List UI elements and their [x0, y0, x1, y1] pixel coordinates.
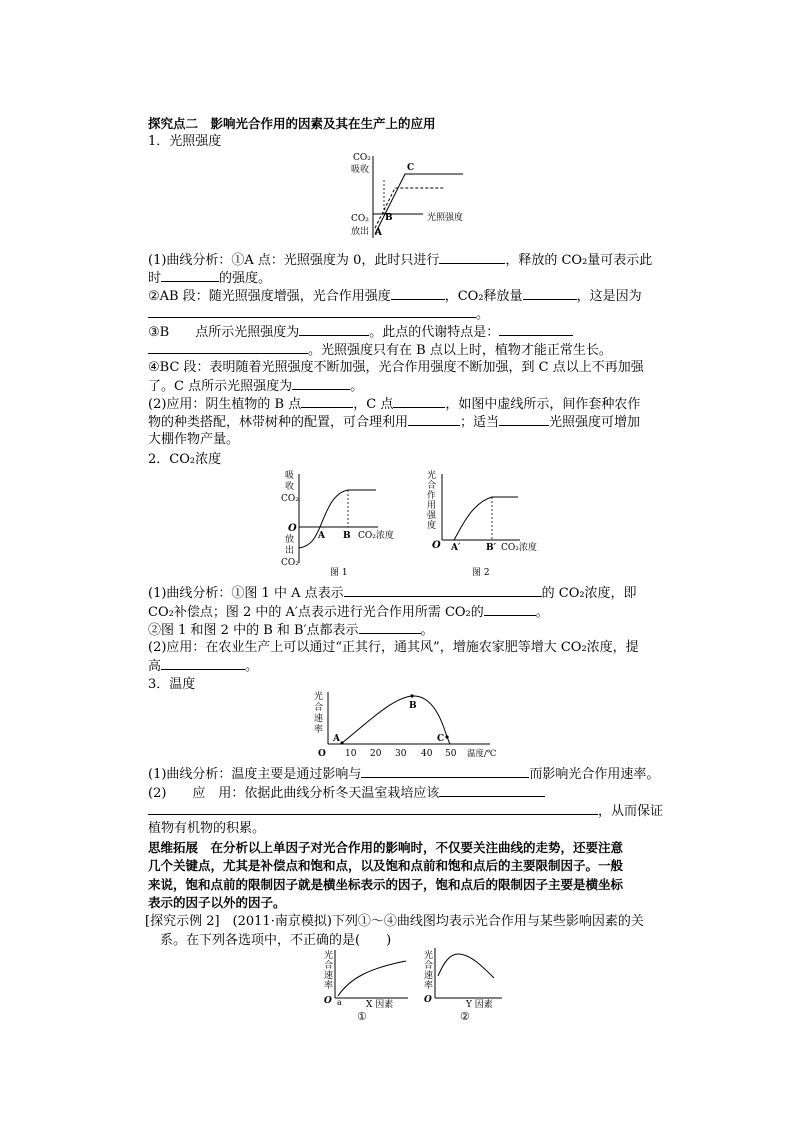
fig-label: 放	[285, 535, 295, 545]
text: 时	[148, 271, 162, 286]
point-a-label: A′	[451, 543, 461, 553]
answer-blank[interactable]	[484, 603, 536, 616]
text-line: ④BC 段：表明随着光照强度不断加强，光合作用强度不断加强，到 C 点以上不再加强	[148, 360, 644, 375]
fig-label: 率	[324, 981, 334, 991]
co2-figure-1	[280, 468, 410, 578]
temperature-figure	[312, 688, 512, 760]
text: ，如图中虚线所示，间作套种农作	[445, 397, 641, 412]
answer-blank[interactable]	[393, 395, 445, 408]
fig-label: 速	[324, 971, 334, 981]
answer-blank[interactable]	[161, 657, 245, 670]
point-c-label: C	[437, 734, 445, 744]
heading-light-intensity: 1．光照强度	[148, 134, 222, 149]
text: 。	[350, 379, 364, 394]
text: ，CO₂释放量	[444, 289, 523, 304]
fig-label: 速	[314, 714, 324, 724]
fig-label: 合	[424, 961, 434, 971]
fig-label: 吸收	[351, 165, 370, 175]
answer-blank[interactable]	[499, 413, 549, 426]
answer-blank[interactable]	[148, 341, 308, 354]
example-figure-2	[420, 944, 530, 1022]
text-line	[148, 413, 640, 431]
origin-label: O	[288, 523, 297, 534]
text: CO₂补偿点；图 2 中的 A′点表示进行光合作用所需 CO₂的	[148, 605, 484, 620]
extension-text: 思维拓展 在分析以上单因子对光合作用的影响时，不仅要关注曲线的走势，还要注意	[148, 840, 624, 855]
answer-blank[interactable]	[148, 305, 476, 318]
fig-label: 放出	[351, 227, 370, 237]
text-line	[148, 251, 652, 269]
x-axis-label: CO₂浓度	[358, 531, 394, 541]
point-b-label: B	[385, 213, 393, 223]
x-axis-label: X 因素	[366, 1000, 394, 1010]
co2-curve	[454, 497, 518, 540]
origin-label: O	[432, 540, 441, 551]
temp-curve	[342, 696, 450, 744]
figure-caption: 图 1	[330, 568, 348, 578]
answer-blank[interactable]	[391, 287, 445, 300]
fig-label: 光	[427, 471, 437, 481]
point-b-label: B	[409, 701, 417, 711]
text-line: 植物有机物的积累。	[148, 821, 266, 836]
fig-label: 光	[314, 692, 324, 702]
fig-label: CO₂	[353, 153, 371, 163]
text: 。	[420, 623, 434, 638]
point-a-label: A	[333, 734, 340, 744]
text-line	[148, 621, 434, 639]
fig-label: 强	[427, 511, 437, 521]
fig-label: 合	[314, 703, 324, 713]
answer-blank[interactable]	[523, 287, 577, 300]
answer-blank[interactable]	[361, 765, 529, 778]
tick-label: 30	[395, 749, 407, 759]
answer-blank[interactable]	[439, 784, 545, 797]
text: 物的种类搭配，林带树种的配置，可合理利用	[148, 415, 409, 430]
fig-label: 光	[324, 951, 334, 961]
answer-blank[interactable]	[439, 251, 505, 264]
example-figure-1	[320, 948, 430, 1022]
fig-label: CO₂	[281, 494, 299, 504]
tick-label: 10	[345, 749, 357, 759]
point-b	[410, 694, 413, 697]
text: (1)曲线分析：①A 点：光照强度为 0，此时只进行	[148, 253, 440, 268]
text: ③B 点所示光照强度为	[148, 325, 300, 340]
text: (1)曲线分析：温度主要是通过影响与	[148, 767, 362, 782]
fig-label: 率	[314, 725, 324, 735]
text: ，这是因为	[576, 289, 642, 304]
fig-label: 吸	[285, 471, 295, 481]
text: 。	[245, 659, 259, 674]
fig-label: 度	[427, 521, 437, 531]
tick-label: 40	[421, 749, 433, 759]
text: ②图 1 和图 2 中的 B 和 B′点都表示	[148, 623, 359, 638]
text: ，从而保证	[598, 804, 664, 819]
extension-text: 表示的因子以外的因子。	[148, 895, 286, 910]
point-a-label: a	[337, 998, 342, 1007]
text-line	[148, 802, 663, 820]
text-line	[148, 603, 549, 621]
fig-label: 用	[427, 501, 437, 511]
fig-label: 作	[427, 491, 437, 501]
text: ，释放的 CO₂量可表示此	[505, 253, 653, 268]
origin-label: O	[324, 996, 332, 1006]
point-b-label: B	[343, 531, 351, 541]
text-line	[148, 287, 642, 305]
tick-label: 20	[370, 749, 382, 759]
answer-blank[interactable]	[301, 395, 353, 408]
text: (1)曲线分析：①图 1 中 A 点表示	[148, 586, 344, 601]
text: 。	[535, 605, 549, 620]
answer-blank[interactable]	[148, 802, 598, 815]
x-axis-label: 温度/℃	[467, 749, 497, 759]
figure-number: ②	[460, 1010, 470, 1023]
co2-figure-2	[422, 468, 552, 578]
heading-temperature: 3．温度	[148, 677, 196, 692]
text-line: 大棚作物产量。	[148, 432, 240, 447]
example-question: 系。在下列各选项中，不正确的是( )	[160, 933, 392, 948]
answer-blank[interactable]	[299, 323, 369, 336]
section-title: 探究点二 影响光合作用的因素及其在生产上的应用	[148, 116, 436, 131]
answer-blank[interactable]	[408, 413, 460, 426]
text-line	[148, 395, 640, 413]
answer-blank[interactable]	[344, 584, 542, 597]
tick-label: 50	[445, 749, 457, 759]
text: ，C 点	[353, 397, 394, 412]
fig-label: CO₂	[351, 214, 369, 224]
text: 而影响光合作用速率。	[529, 767, 660, 782]
text: (2) 应 用：依据此曲线分析冬天温室栽培应该	[148, 786, 440, 801]
text-line	[148, 784, 545, 802]
text: 了。C 点所示光照强度为	[148, 379, 293, 394]
text-line	[148, 341, 612, 359]
text: 。	[476, 307, 490, 322]
example-question: [探究示例 2] (2011·南京模拟)下列①～④曲线图均表示光合作用与某些影响因素的关	[145, 914, 644, 929]
text: 。光照强度只有在 B 点以上时，植物才能正常生长。	[308, 343, 612, 358]
light-intensity-figure	[345, 148, 475, 240]
fig-label: 出	[285, 546, 295, 556]
text-line	[148, 377, 363, 395]
extension-text: 几个关键点，尤其是补偿点和饱和点，以及饱和点前和饱和点后的主要限制因子。一般	[148, 858, 624, 873]
figure-caption: 图 2	[472, 568, 490, 578]
x-axis-label: 光照强度	[427, 213, 464, 223]
point-c-label: C	[407, 163, 415, 173]
point-a-label: A	[318, 531, 325, 541]
text: 。此点的代谢特点是：	[369, 325, 500, 340]
fig-label: 光	[424, 951, 434, 961]
fig-label: 合	[427, 481, 437, 491]
answer-blank[interactable]	[161, 269, 219, 282]
text-line: (2)应用：在农业生产上可以通过“正其行，通其风”，增施农家肥等增大 CO₂浓度，提	[148, 640, 639, 655]
text: 光照强度可增加	[549, 415, 641, 430]
text: 高	[148, 659, 162, 674]
sun-plant-curve	[375, 174, 463, 234]
y-factor-curve	[438, 954, 494, 978]
origin-label: O	[424, 995, 432, 1005]
point-a	[340, 741, 343, 744]
origin-label: O	[318, 749, 326, 759]
extension-text: 来说，饱和点前的限制因子就是横坐标表示的因子，饱和点后的限制因子主要是横坐标	[148, 877, 624, 892]
text-line	[148, 584, 637, 602]
fig-label: 率	[424, 981, 434, 991]
fig-label: 收	[285, 482, 295, 492]
answer-blank[interactable]	[359, 621, 421, 634]
text-line	[148, 765, 659, 783]
heading-co2: 2．CO₂浓度	[148, 452, 222, 467]
point-b-label: B′	[486, 543, 496, 553]
text: ②AB 段：随光照强度增强，光合作用强度	[148, 289, 391, 304]
fig-label: 合	[324, 961, 334, 971]
point-a-label: A	[375, 228, 382, 238]
text-line	[148, 323, 573, 341]
text: 的强度。	[219, 271, 272, 286]
x-axis-label: Y 因素	[466, 1000, 493, 1010]
fig-label: 速	[424, 971, 434, 981]
figure-number: ①	[357, 1010, 367, 1023]
x-factor-curve	[338, 961, 406, 996]
text: (2)应用：阴生植物的 B 点	[148, 397, 302, 412]
x-axis-label: CO₂浓度	[501, 543, 537, 553]
text: ；适当	[460, 415, 500, 430]
text-line	[148, 305, 489, 323]
fig-label: CO₂	[281, 558, 299, 568]
answer-blank[interactable]	[292, 377, 350, 390]
text-line	[148, 657, 258, 675]
point-c	[445, 735, 448, 738]
text: 的 CO₂浓度，即	[541, 586, 637, 601]
answer-blank[interactable]	[499, 323, 573, 336]
text-line	[148, 269, 271, 287]
